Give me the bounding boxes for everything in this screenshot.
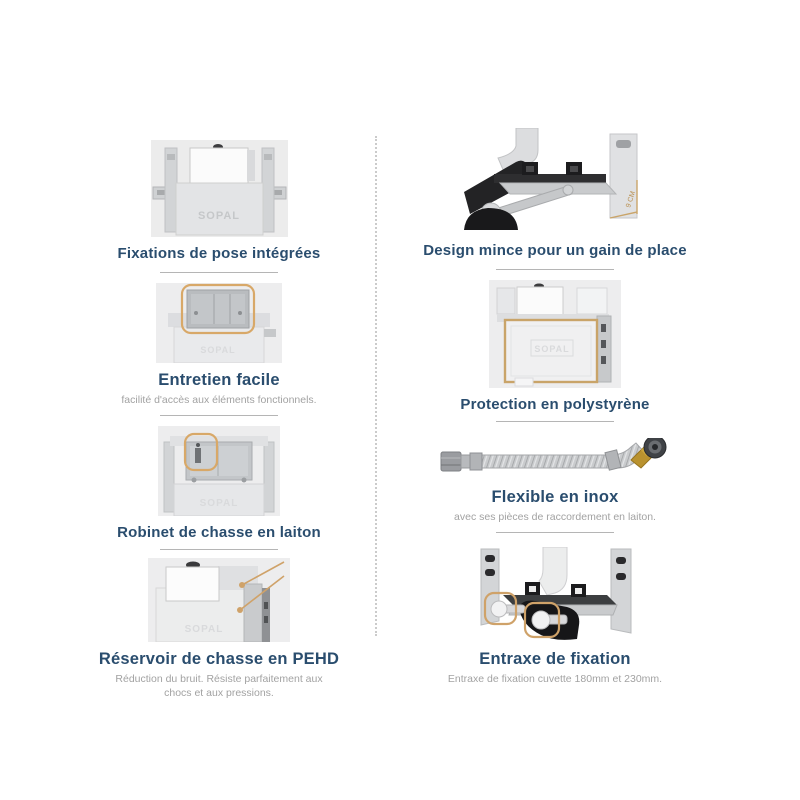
feature-subtitle: facilité d'accès aux éléments fonctionnels. (121, 394, 317, 406)
separator (160, 549, 278, 550)
separator (160, 415, 278, 416)
cistern-polystyrene-image (489, 280, 621, 388)
sopal-logo-text: SOPAL (534, 344, 570, 354)
separator (160, 272, 278, 273)
feature-design-mince (423, 128, 687, 259)
cistern-mounting-brackets-image (151, 140, 288, 237)
slim-frame-side-view-image (464, 128, 646, 230)
fixation-spacing-image (459, 547, 651, 642)
flex-hose-image (439, 438, 671, 484)
right-column (403, 126, 707, 701)
feature-title: Design mince pour un gain de place (423, 242, 687, 259)
feature-entretien (121, 283, 316, 407)
column-divider (375, 136, 377, 636)
feature-title: Fixations de pose intégrées (117, 245, 321, 262)
separator (496, 269, 614, 270)
features-content (0, 126, 800, 701)
feature-title: Flexible en inox (491, 488, 619, 506)
cistern-flush-valve-image (158, 426, 280, 516)
sopal-logo-text: SOPAL (200, 345, 236, 355)
feature-subtitle: Entraxe de fixation cuvette 180mm et 230mm. (447, 673, 663, 686)
feature-title: Entretien facile (158, 371, 280, 389)
depth-label: 9 CM (625, 190, 638, 209)
cistern-pehd-image (148, 558, 290, 642)
feature-reservoir (99, 558, 339, 700)
feature-title: Entraxe de fixation (479, 650, 631, 669)
sopal-logo-text: SOPAL (199, 498, 239, 510)
feature-title: Robinet de chasse en laiton (117, 524, 321, 542)
feature-entraxe (448, 547, 662, 686)
separator (496, 421, 614, 422)
feature-subtitle: Réduction du bruit. Résiste parfaitement aux chocs et aux pressions. (115, 673, 323, 700)
feature-robinet (117, 426, 321, 541)
feature-protection (460, 280, 649, 413)
left-column (93, 126, 345, 701)
feature-subtitle: avec ses pièces de raccordement en laiton. (454, 511, 656, 523)
feature-flexible (439, 438, 671, 524)
feature-title: Réservoir de chasse en PEHD (98, 650, 340, 669)
cistern-open-access-panel-image (156, 283, 282, 363)
sopal-logo-text: SOPAL (197, 210, 240, 222)
feature-fixations (118, 140, 321, 262)
sopal-logo-text: SOPAL (184, 624, 224, 636)
separator (496, 532, 614, 533)
feature-title: Protection en polystyrène (460, 396, 650, 413)
